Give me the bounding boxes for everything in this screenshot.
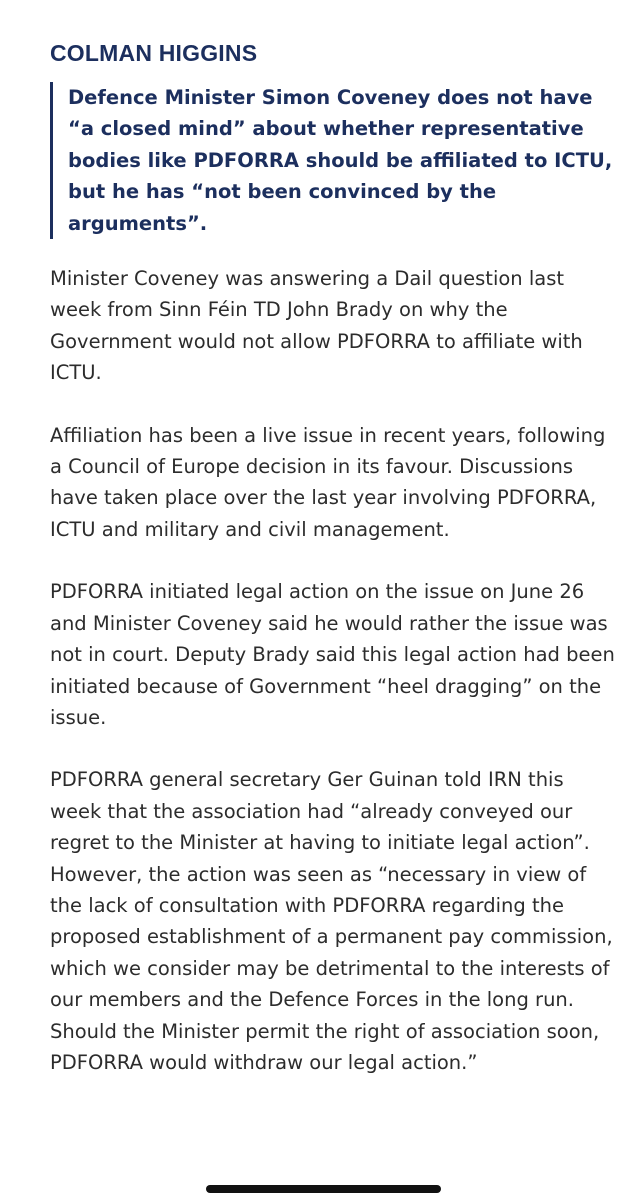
home-indicator[interactable] — [206, 1185, 441, 1193]
pull-quote: Defence Minister Simon Coveney does not have “a closed mind” about whether representative bodies like PDFORRA should be affiliated to ICTU, but he has “not been convinced by the arguments”. — [50, 82, 620, 239]
article — [50, 36, 620, 1109]
article-body — [50, 263, 620, 1078]
body-paragraph: PDFORRA general secretary Ger Guinan told IRN this week that the association had “already conveyed our regret to the Minister at having to initiate legal action”. However, the action was seen as “necessary in view of the lack of consultation with PDFORRA regarding the proposed establishment of a permanent pay commission, which we consider may be detrimental to the interests of our members and the Defence Forces in the long run. Should the Minister permit the right of association soon, PDFORRA would withdraw our legal action.” — [50, 768, 613, 1074]
body-paragraph: PDFORRA initiated legal action on the issue on June 26 and Minister Coveney said he would rather the issue was not in court. Deputy Brady said this legal action had been initiated because of Government “heel dragging” on the issue. — [50, 580, 615, 729]
body-paragraph: Minister Coveney was answering a Dail question last week from Sinn Féin TD John Brady on why the Government would not allow PDFORRA to affiliate with ICTU. — [50, 267, 583, 385]
author-byline: COLMAN HIGGINS — [50, 40, 258, 66]
body-paragraph: Affiliation has been a live issue in recent years, following a Council of Europe decision in its favour. Discussions have taken place over the last year involving PDFORRA, ICTU and military and civil management. — [50, 423, 606, 541]
